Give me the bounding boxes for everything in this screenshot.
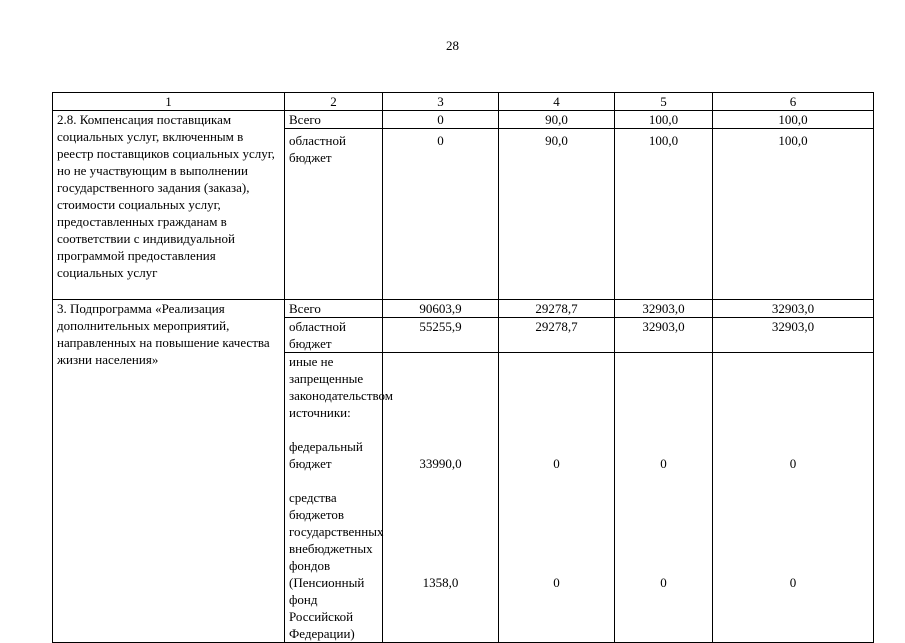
value-cell: 32903,0 bbox=[713, 300, 874, 318]
table-row bbox=[53, 300, 874, 318]
budget-table bbox=[52, 92, 874, 643]
other-sources-intro: иные не запрещенные законодательством источники: bbox=[289, 354, 394, 420]
value-cell: 100,0 bbox=[615, 129, 713, 300]
value-cell: 0 bbox=[383, 129, 499, 300]
source-label: Всего bbox=[285, 111, 383, 129]
value-cell: 90603,9 bbox=[383, 300, 499, 318]
value-cell bbox=[499, 353, 615, 643]
header-col-3: 3 bbox=[383, 93, 499, 111]
header-col-6: 6 bbox=[713, 93, 874, 111]
value-cell: 100,0 bbox=[713, 111, 874, 129]
funds-value: 0 bbox=[553, 575, 560, 590]
funds-value: 0 bbox=[660, 575, 667, 590]
value-cell: 0 bbox=[383, 111, 499, 129]
value-cell: 90,0 bbox=[499, 129, 615, 300]
row-name-2-8: 2.8. Компенсация поставщикам социальных услуг, включенным в реестр поставщиков социальных услуг, но не участвующим в выполнении государственного задания (заказа), стоимости социальных услуг, предоставленных гражданам в соответствии с индивидуальной программой предоставления социальных услуг bbox=[53, 111, 285, 300]
source-label: областной бюджет bbox=[285, 129, 383, 300]
federal-value: 0 bbox=[553, 456, 560, 471]
header-col-2: 2 bbox=[285, 93, 383, 111]
value-cell: 55255,9 bbox=[383, 318, 499, 353]
value-cell: 32903,0 bbox=[713, 318, 874, 353]
federal-budget-label: федеральный бюджет bbox=[289, 439, 363, 471]
table-header-row bbox=[53, 93, 874, 111]
source-label: Всего bbox=[285, 300, 383, 318]
table-row bbox=[53, 111, 874, 129]
value-cell bbox=[383, 353, 499, 643]
other-sources-cell bbox=[285, 353, 394, 643]
header-col-1: 1 bbox=[53, 93, 285, 111]
value-cell: 100,0 bbox=[615, 111, 713, 129]
header-col-4: 4 bbox=[499, 93, 615, 111]
value-cell: 32903,0 bbox=[615, 318, 713, 353]
funds-value: 1358,0 bbox=[422, 575, 459, 590]
header-col-5: 5 bbox=[615, 93, 713, 111]
federal-value: 33990,0 bbox=[419, 456, 462, 471]
value-cell bbox=[713, 353, 874, 643]
value-cell: 29278,7 bbox=[499, 318, 615, 353]
page-number: 28 bbox=[446, 38, 459, 53]
federal-value: 0 bbox=[789, 456, 797, 471]
source-label: областной бюджет bbox=[285, 318, 383, 353]
value-cell bbox=[615, 353, 713, 643]
row-name-3: 3. Подпрограмма «Реализация дополнительных мероприятий, направленных на повышение качества жизни населения» bbox=[53, 300, 285, 643]
funds-value: 0 bbox=[789, 575, 797, 590]
value-cell: 29278,7 bbox=[499, 300, 615, 318]
funds-label: средства бюджетов государственных внебюджетных фондов (Пенсионный фонд Российской Федерации) bbox=[289, 490, 384, 641]
value-cell: 100,0 bbox=[713, 129, 874, 300]
federal-value: 0 bbox=[660, 456, 667, 471]
value-cell: 32903,0 bbox=[615, 300, 713, 318]
value-cell: 90,0 bbox=[499, 111, 615, 129]
